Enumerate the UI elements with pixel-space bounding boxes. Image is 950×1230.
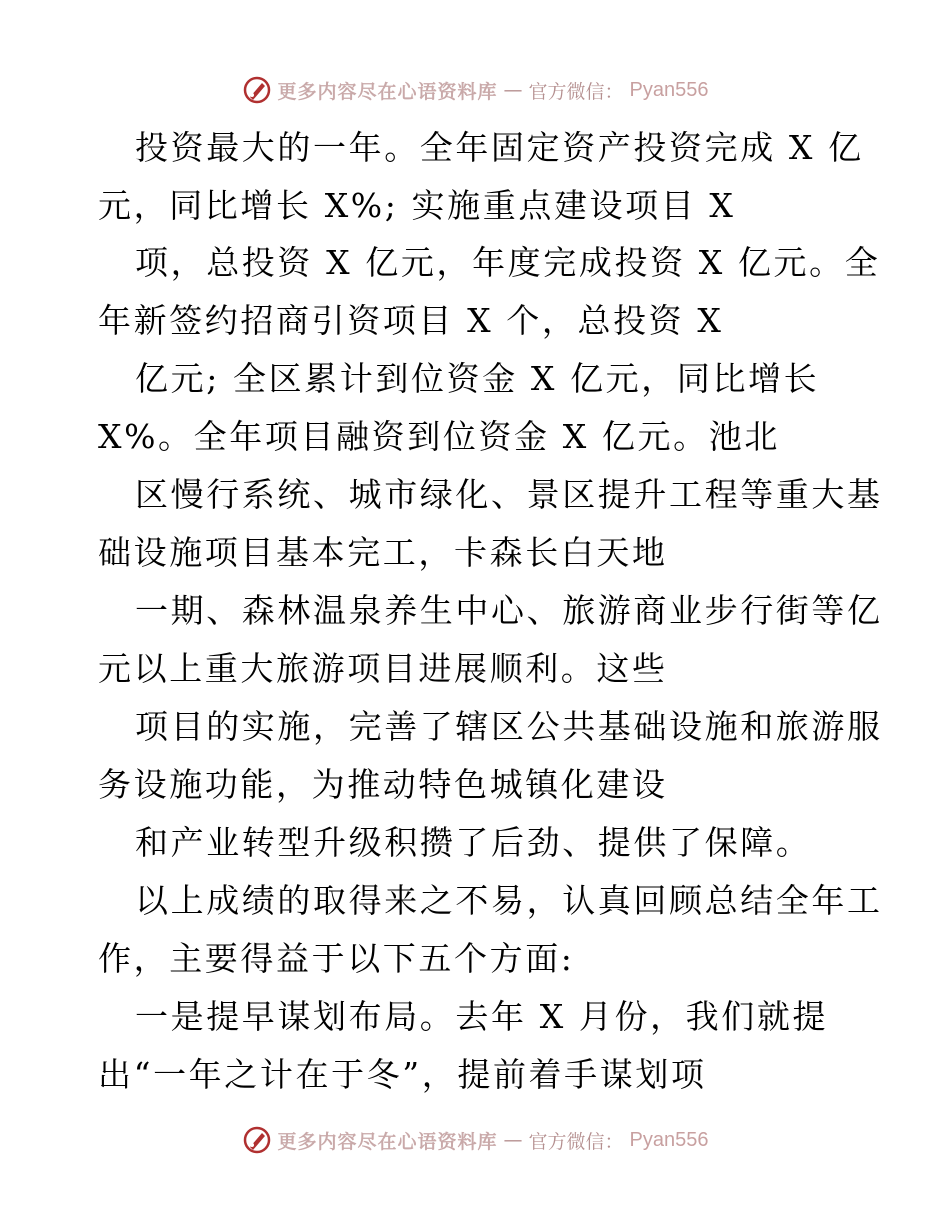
watermark-account: Pyan556 xyxy=(629,78,709,101)
text-line: 亿元; 全区累计到位资金 X 亿元，同比增长 xyxy=(135,359,820,398)
text-line: 出“一年之计在于冬”，提前着手谋划项 xyxy=(98,1055,707,1094)
watermark-separator: — xyxy=(503,1129,523,1151)
pen-logo-icon xyxy=(242,75,272,105)
text-line: 础设施项目基本完工，卡森长白天地 xyxy=(98,533,668,572)
watermark-label: 官方微信： xyxy=(528,1130,624,1153)
watermark-main-text: 更多内容尽在心语资料库 xyxy=(277,1130,498,1153)
text-line: 一期、森林温泉养生中心、旅游商业步行街等亿 xyxy=(135,591,883,630)
text-line: 元，同比增长 X%; 实施重点建设项目 X xyxy=(98,186,736,225)
footer-watermark xyxy=(0,1122,950,1158)
watermark-label: 官方微信： xyxy=(528,80,624,103)
text-line: 年新签约招商引资项目 X 个，总投资 X xyxy=(98,301,724,340)
text-line: 务设施功能，为推动特色城镇化建设 xyxy=(98,765,668,804)
text-line: 投资最大的一年。全年固定资产投资完成 X 亿 xyxy=(135,128,864,167)
text-line: 区慢行系统、城市绿化、景区提升工程等重大基 xyxy=(135,475,883,514)
text-line: 以上成绩的取得来之不易，认真回顾总结全年工 xyxy=(135,881,883,920)
watermark-account: Pyan556 xyxy=(629,1128,709,1151)
watermark-separator: — xyxy=(503,79,523,101)
watermark-main-text: 更多内容尽在心语资料库 xyxy=(277,80,498,103)
text-line: X%。全年项目融资到位资金 X 亿元。池北 xyxy=(98,417,780,456)
header-watermark xyxy=(0,72,950,108)
text-line: 一是提早谋划布局。去年 X 月份，我们就提 xyxy=(135,997,829,1036)
text-line: 作，主要得益于以下五个方面: xyxy=(98,939,575,978)
text-line: 元以上重大旅游项目进展顺利。这些 xyxy=(98,649,668,688)
text-line: 和产业转型升级积攒了后劲、提供了保障。 xyxy=(135,823,812,862)
text-line: 项，总投资 X 亿元，年度完成投资 X 亿元。全 xyxy=(135,243,881,282)
pen-logo-icon xyxy=(242,1125,272,1155)
text-line: 项目的实施，完善了辖区公共基础设施和旅游服 xyxy=(135,707,883,746)
